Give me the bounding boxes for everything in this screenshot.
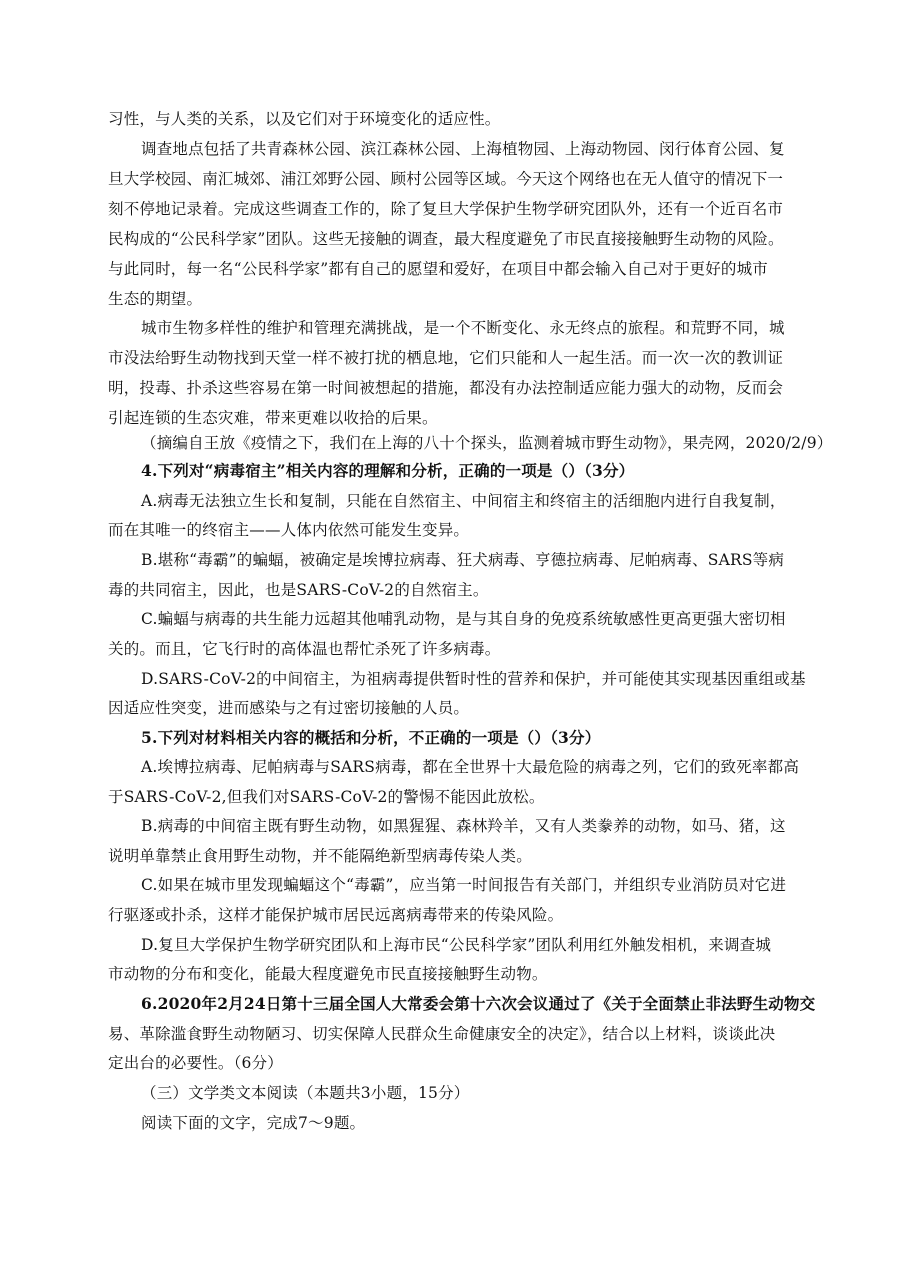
section-heading: （三）文学类文本阅读（本题共3小题，15分） [141,1084,470,1102]
text-line: 旦大学校园、南汇城郊、浦江郊野公园、顾村公园等区域。今天这个网络也在无人值守的情况下一 [108,170,784,188]
option-4c-cont: 关的。而且，它飞行时的高体温也帮忙杀死了许多病毒。 [108,640,501,658]
option-4a-cont: 而在其唯一的终宿主——人体内依然可能发生变异。 [108,521,470,539]
reading-instruction: 阅读下面的文字，完成7～9题。 [141,1114,366,1132]
option-5b-cont: 说明单靠禁止食用野生动物，并不能隔绝新型病毒传染人类。 [108,847,532,865]
question-6: 6.2020年2月24日第十三届全国人大常委会第十六次会议通过了《关于全面禁止非法野生动物交 [141,994,816,1013]
option-5a-cont: 于SARS-CoV-2,但我们对SARS-CoV-2的警惕不能因此放松。 [108,788,545,806]
option-5d: D.复旦大学保护生物学研究团队和上海市民“公民科学家”团队利用红外触发相机，来调查城 [141,936,772,954]
option-4c: C.蝙蝠与病毒的共生能力远超其他哺乳动物，是与其自身的免疫系统敏感性更高更强大密切相 [141,610,786,628]
option-5c: C.如果在城市里发现蝙蝠这个“毒霸”，应当第一时间报告有关部门，并组织专业消防员对它进 [141,876,787,894]
question-6-end: 定出台的必要性。（6分） [108,1054,284,1072]
question-4: 4.下列对“病毒宿主”相关内容的理解和分析，正确的一项是（）（3分） [141,461,635,480]
text-line: 习性，与人类的关系，以及它们对于环境变化的适应性。 [108,110,501,128]
option-5d-cont: 市动物的分布和变化，能最大程度避免市民直接接触野生动物。 [108,965,548,983]
option-5c-cont: 行驱逐或扑杀，这样才能保护城市居民远离病毒带来的传染风险。 [108,906,564,924]
question-6-cont: 易、革除滥食野生动物陋习、切实保障人民群众生命健康安全的决定》，结合以上材料，谈谈此决 [108,1025,776,1043]
option-5a: A.埃博拉病毒、尼帕病毒与SARS病毒，都在全世界十大最危险的病毒之列，它们的致死率都高 [141,758,800,776]
option-4a: A.病毒无法独立生长和复制，只能在自然宿主、中间宿主和终宿主的活细胞内进行自我复制， [141,492,786,510]
option-4d: D.SARS-CoV-2的中间宿主，为祖病毒提供暂时性的营养和保护，并可能使其实现基因重组或基 [141,670,806,688]
text-line: 引起连锁的生态灾难，带来更难以收拾的后果。 [108,409,438,427]
text-line: 刻不停地记录着。完成这些调查工作的，除了复旦大学保护生物学研究团队外，还有一个近百名市 [108,200,784,218]
text-line: 与此同时，每一名“公民科学家”都有自己的愿望和爱好，在项目中都会输入自己对于更好的城市 [108,260,768,278]
text-line: 生态的期望。 [108,290,203,308]
option-5b: B.病毒的中间宿主既有野生动物，如黑猩猩、森林羚羊，又有人类豢养的动物，如马、猪，这 [141,817,786,835]
text-line: 城市生物多样性的维护和管理充满挑战，是一个不断变化、永无终点的旅程。和荒野不同，城 [141,319,785,337]
question-5: 5.下列对材料相关内容的概括和分析，不正确的一项是（）（3分） [141,728,601,747]
source-citation: （摘编自王放《疫情之下，我们在上海的八十个探头，监测着城市野生动物》，果壳网，2020/2/9） [141,434,833,452]
option-4b: B.堪称“毒霸”的蝙蝠，被确定是埃博拉病毒、狂犬病毒、亨德拉病毒、尼帕病毒、SARS等病 [141,551,785,569]
option-4d-cont: 因适应性突变，进而感染与之有过密切接触的人员。 [108,699,470,717]
text-line: 市没法给野生动物找到天堂一样不被打扰的栖息地，它们只能和人一起生活。而一次一次的教训证 [108,349,784,367]
text-line: 调查地点包括了共青森林公园、滨江森林公园、上海植物园、上海动物园、闵行体育公园、复 [141,140,785,158]
text-line: 民构成的“公民科学家”团队。这些无接触的调查，最大程度避免了市民直接接触野生动物的风险。 [108,230,784,248]
option-4b-cont: 毒的共同宿主，因此，也是SARS-CoV-2的自然宿主。 [108,581,489,599]
text-line: 明，投毒、扑杀这些容易在第一时间被想起的措施，都没有办法控制适应能力强大的动物，反而会 [108,379,784,397]
